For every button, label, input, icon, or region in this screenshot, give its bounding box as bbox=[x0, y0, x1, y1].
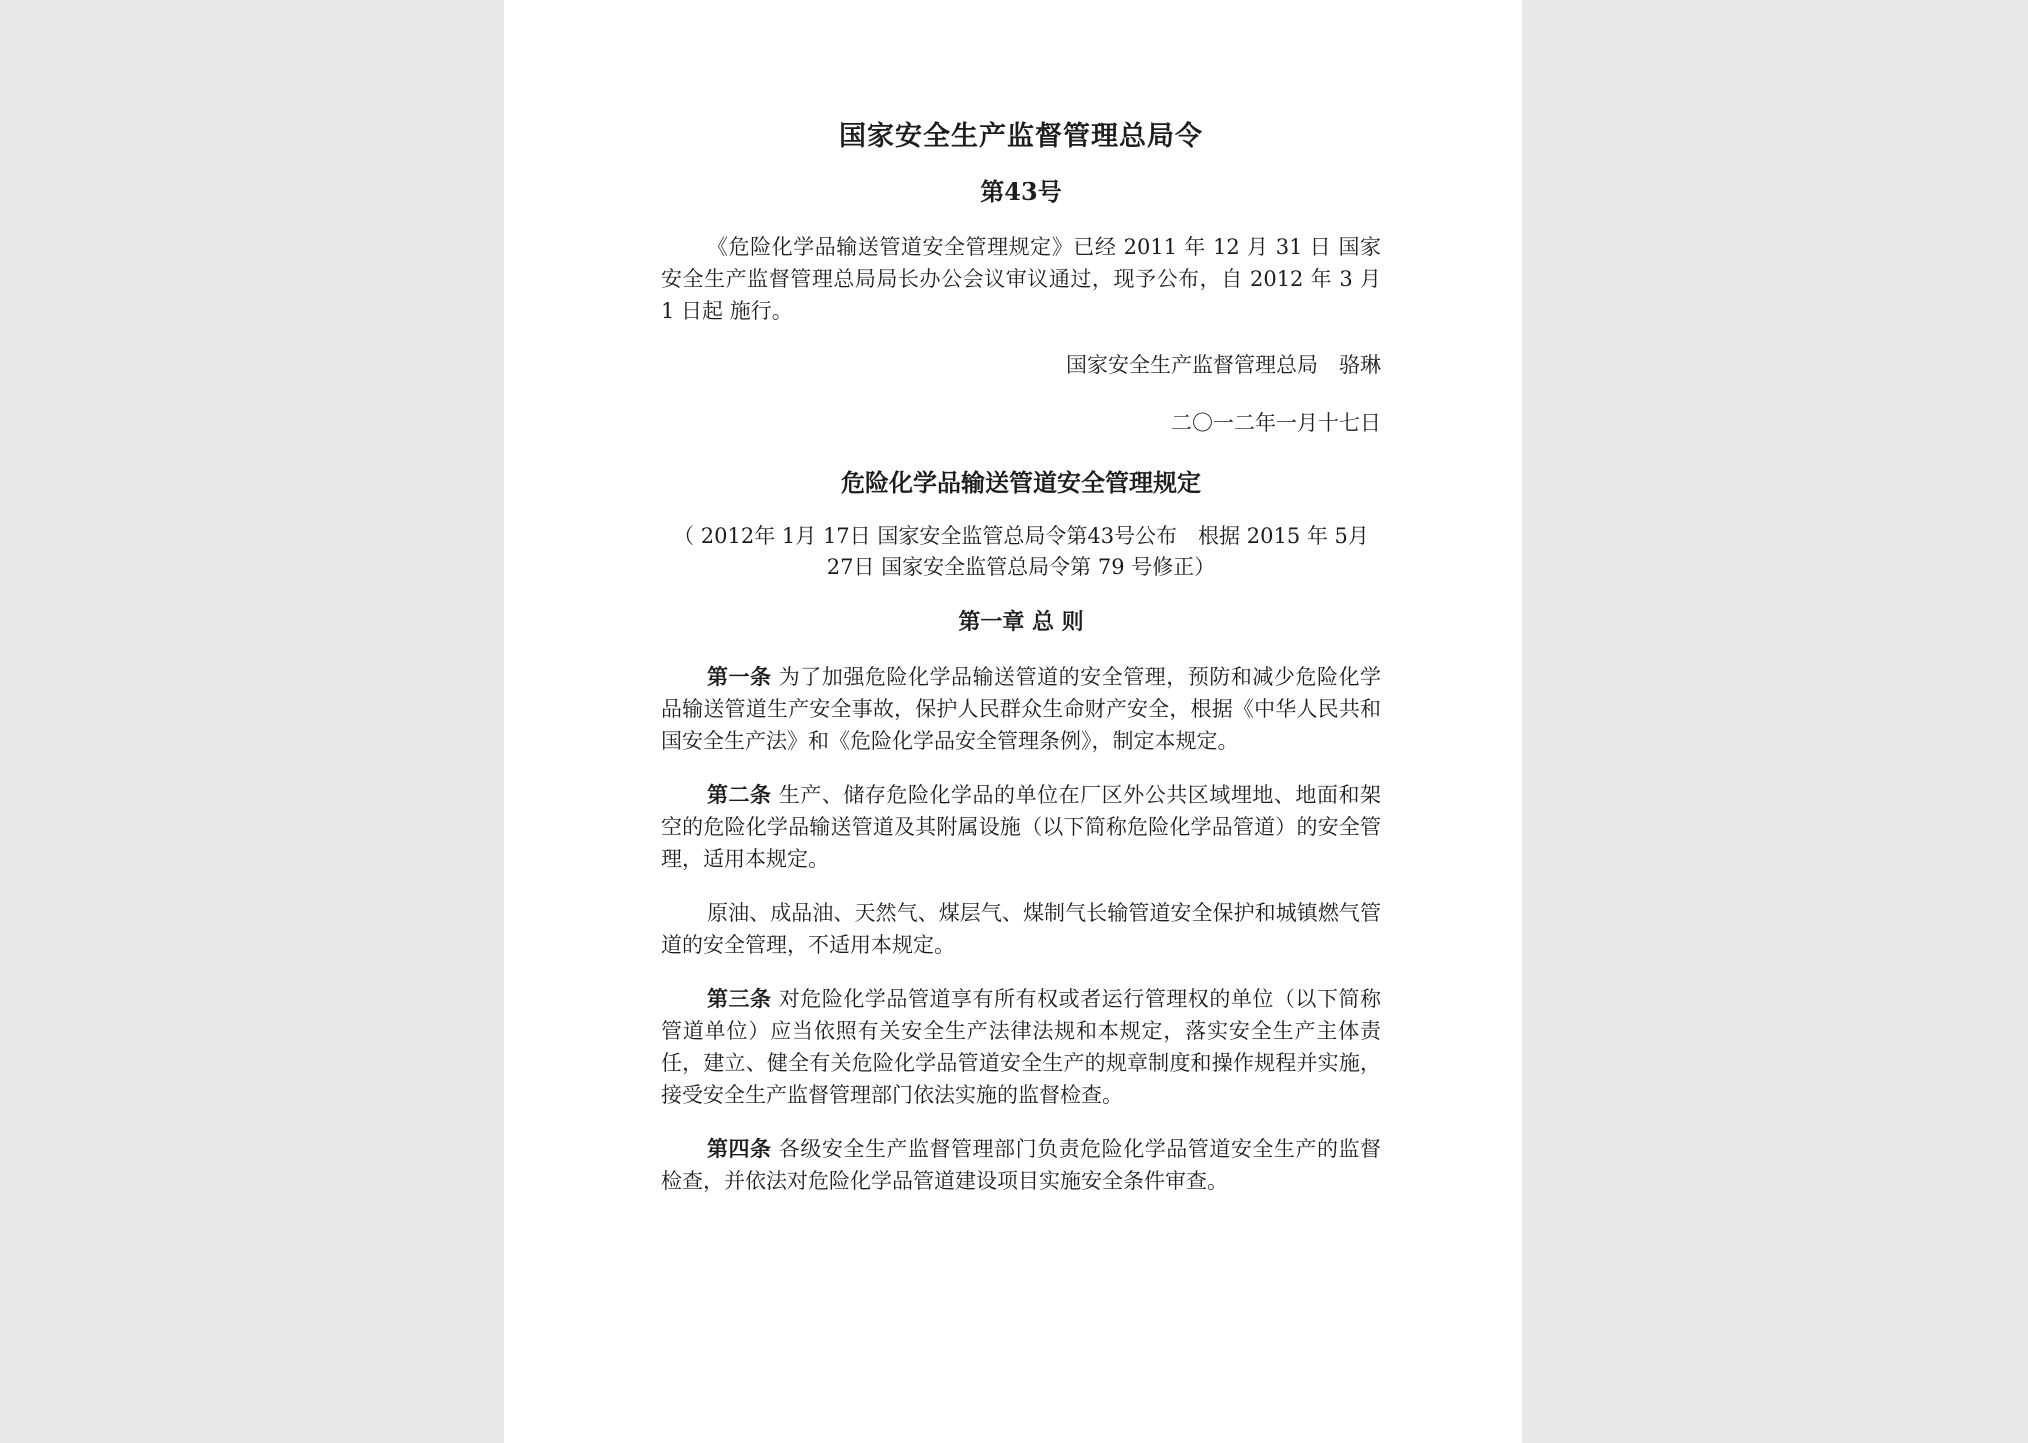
order-number: 第43号 bbox=[980, 177, 1062, 206]
article-text: 原油、成品油、天然气、煤层气、煤制气长输管道安全保护和城镇燃气管道的安全管理，不适用本规定。 bbox=[661, 901, 1381, 957]
article-label: 第一条 bbox=[707, 664, 772, 689]
issue-date: 二〇一二年一月十七日 bbox=[1171, 411, 1381, 435]
article-label: 第三条 bbox=[707, 986, 772, 1011]
article-paragraph bbox=[661, 897, 1381, 961]
document-page bbox=[504, 0, 1522, 1443]
revision-note: （ 2012年 1月 17日 国家安全监管总局令第43号公布 根据 2015 年 5月 27日 国家安全监管总局令第 79 号修正） bbox=[673, 524, 1369, 579]
article-paragraph bbox=[661, 661, 1381, 757]
article-text: 生产、储存危险化学品的单位在厂区外公共区域埋地、地面和架空的危险化学品输送管道及其附属设施（以下简称危险化学品管道）的安全管理，适用本规定。 bbox=[661, 783, 1382, 871]
signature-line: 国家安全生产监督管理总局 骆琳 bbox=[1066, 353, 1381, 377]
regulation-title: 危险化学品输送管道安全管理规定 bbox=[841, 468, 1201, 497]
article-paragraph bbox=[661, 983, 1381, 1111]
article-text: 对危险化学品管道享有所有权或者运行管理权的单位（以下简称管道单位）应当依照有关安全生产法律法规和本规定，落实安全生产主体责任，建立、健全有关危险化学品管道安全生产的规章制度和操作规程并实施，接受安全生产监督管理部门依法实施的监督检查。 bbox=[661, 987, 1382, 1107]
article-text: 各级安全生产监督管理部门负责危险化学品管道安全生产的监督检查，并依法对危险化学品管道建设项目实施安全条件审查。 bbox=[661, 1137, 1382, 1193]
article-label: 第二条 bbox=[707, 782, 772, 807]
article-paragraph bbox=[661, 779, 1381, 875]
document-content bbox=[661, 117, 1381, 1219]
document-title: 国家安全生产监督管理总局令 bbox=[839, 121, 1203, 152]
article-text: 为了加强危险化学品输送管道的安全管理，预防和减少危险化学品输送管道生产安全事故，保护人民群众生命财产安全，根据《中华人民共和国安全生产法》和《危险化学品安全管理条例》，制定本规定。 bbox=[661, 665, 1382, 753]
article-label: 第四条 bbox=[707, 1136, 772, 1161]
chapter-heading: 第一章 总 则 bbox=[958, 609, 1084, 635]
preamble-paragraph: 《危险化学品输送管道安全管理规定》已经 2011 年 12 月 31 日 国家安全生产监督管理总局局长办公会议审议通过，现予公布，自 2012 年 3 月 1 日起 施行。 bbox=[661, 235, 1381, 323]
article-paragraph bbox=[661, 1133, 1381, 1197]
